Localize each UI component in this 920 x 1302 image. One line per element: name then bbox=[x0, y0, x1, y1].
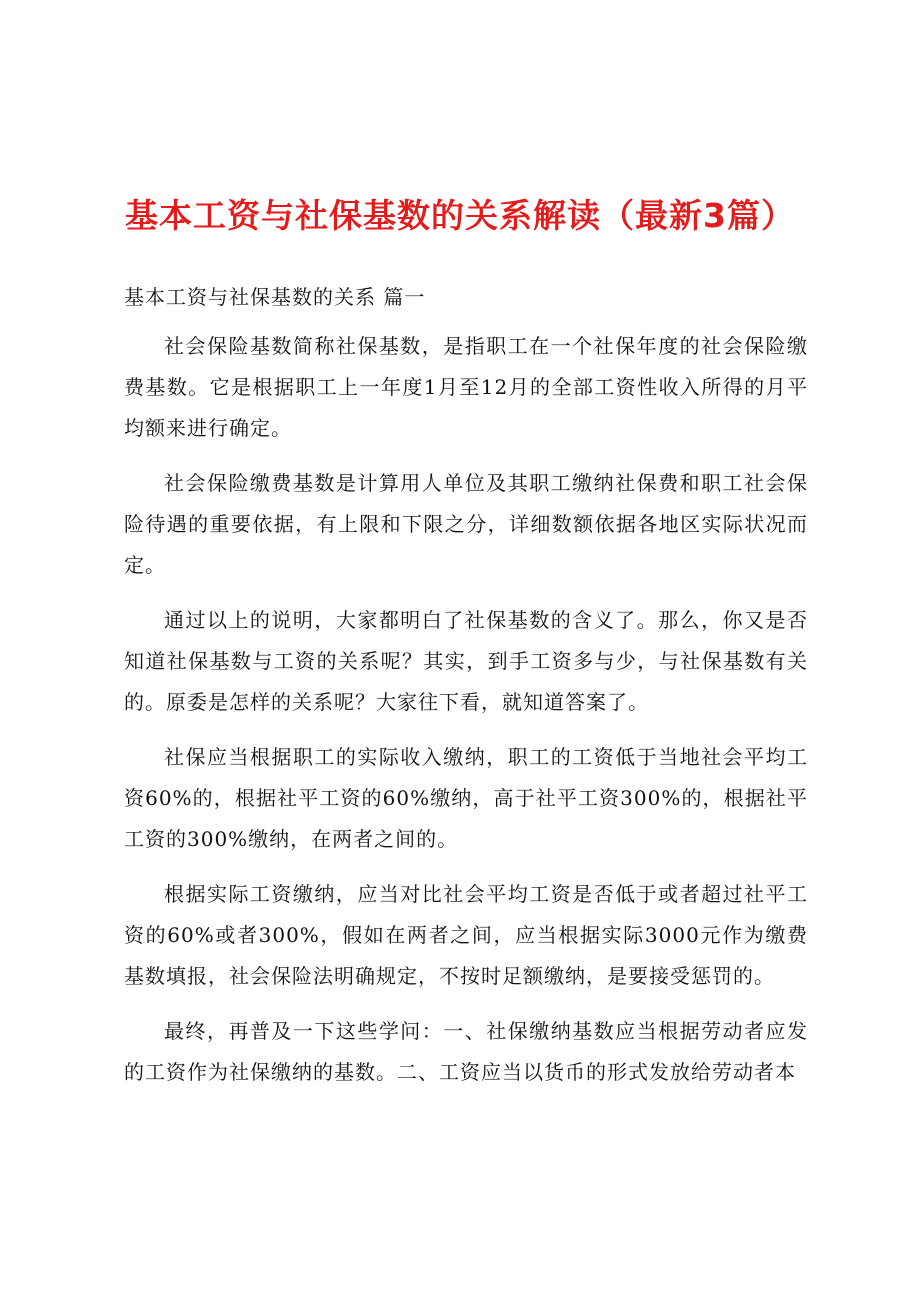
section-heading: 基本工资与社保基数的关系 篇一 bbox=[124, 285, 426, 309]
document-title: 基本工资与社保基数的关系解读（最新3篇） bbox=[125, 196, 795, 235]
paragraph: 社会保险基数简称社保基数，是指职工在一个社保年度的社会保险缴费基数。它是根据职工上一年度1月至12月的全部工资性收入所得的月平均额来进行确定。 bbox=[124, 334, 808, 440]
paragraph: 根据实际工资缴纳，应当对比社会平均工资是否低于或者超过社平工资的60%或者300%，假如在两者之间，应当根据实际3000元作为缴费基数填报，社会保险法明确规定，不按时足额缴纳，是要接受惩罚的。 bbox=[124, 882, 808, 988]
paragraph: 最终，再普及一下这些学问：一、社保缴纳基数应当根据劳动者应发的工资作为社保缴纳的基数。二、工资应当以货币的形式发放给劳动者本 bbox=[124, 1019, 808, 1084]
document-body bbox=[124, 326, 808, 1107]
paragraph: 通过以上的说明，大家都明白了社保基数的含义了。那么，你又是否知道社保基数与工资的关系呢？其实，到手工资多与少，与社保基数有关的。原委是怎样的关系呢？大家往下看，就知道答案了。 bbox=[124, 608, 808, 714]
paragraph: 社保应当根据职工的实际收入缴纳，职工的工资低于当地社会平均工资60%的，根据社平工资的60%缴纳，高于社平工资300%的，根据社平工资的300%缴纳，在两者之间的。 bbox=[124, 745, 808, 851]
paragraph: 社会保险缴费基数是计算用人单位及其职工缴纳社保费和职工社会保险待遇的重要依据，有上限和下限之分，详细数额依据各地区实际状况而定。 bbox=[124, 471, 808, 577]
